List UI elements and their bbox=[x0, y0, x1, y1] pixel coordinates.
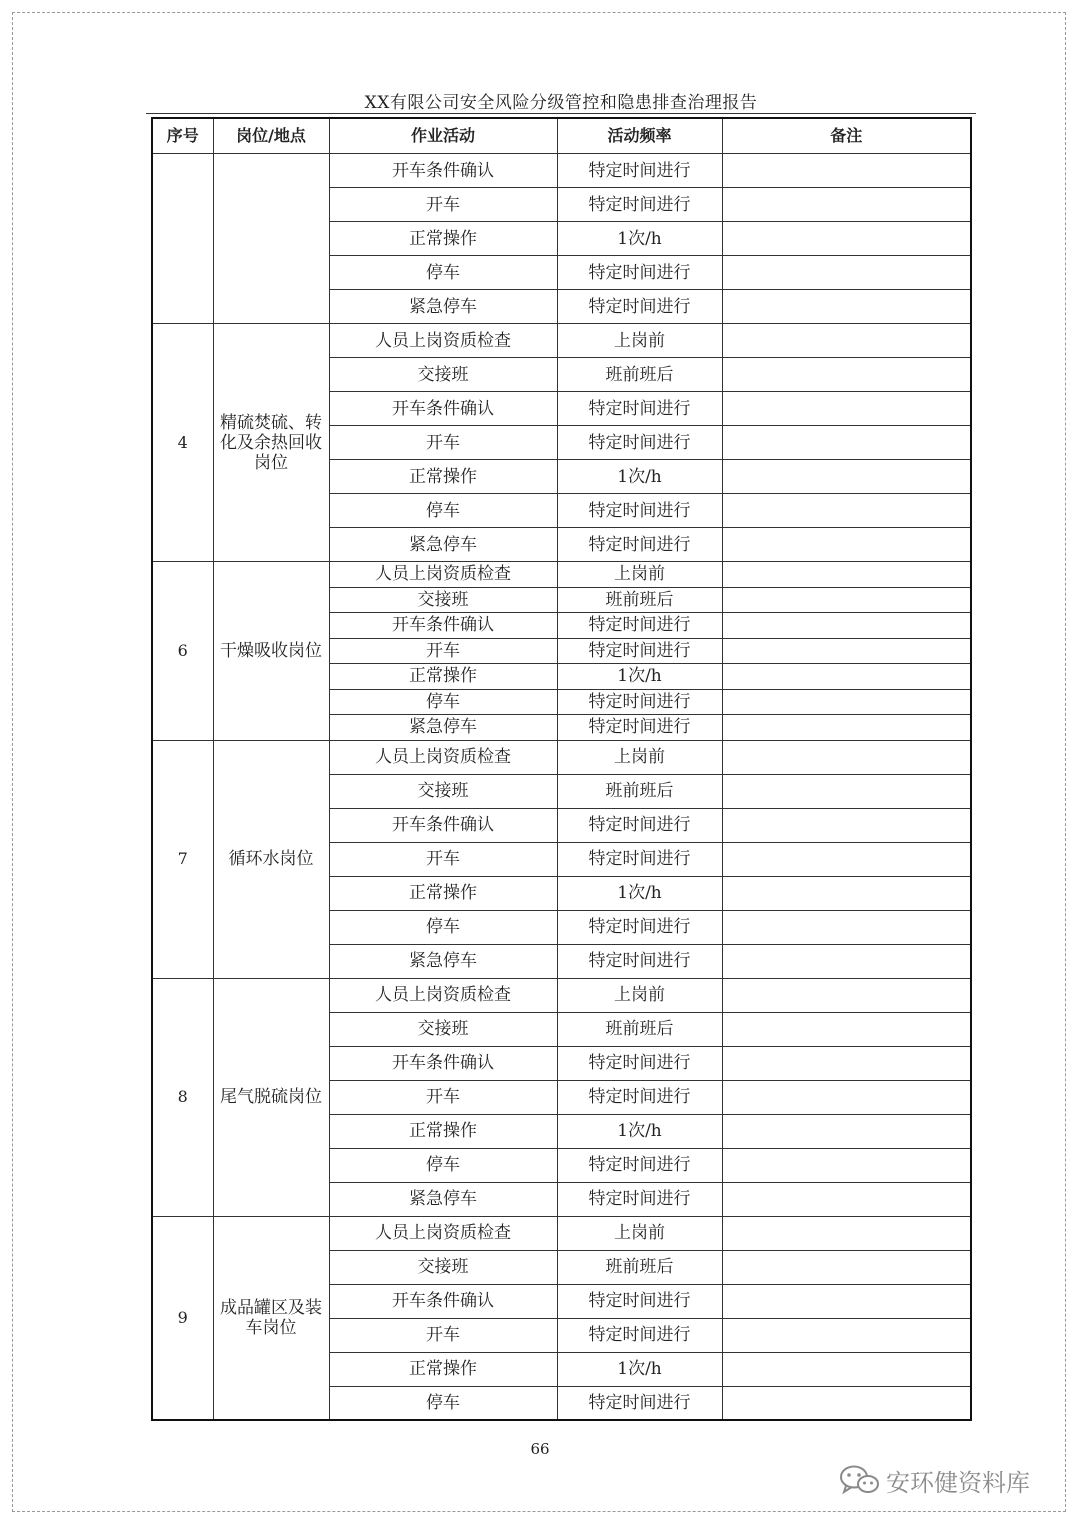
cell-frequency: 特定时间进行 bbox=[557, 1080, 722, 1114]
cell-activity: 开车条件确认 bbox=[329, 1284, 557, 1318]
cell-frequency: 特定时间进行 bbox=[557, 154, 722, 188]
cell-note bbox=[722, 1182, 971, 1216]
cell-note bbox=[722, 222, 971, 256]
cell-frequency: 上岗前 bbox=[557, 978, 722, 1012]
cell-note bbox=[722, 944, 971, 978]
cell-frequency: 特定时间进行 bbox=[557, 689, 722, 715]
cell-frequency: 特定时间进行 bbox=[557, 188, 722, 222]
cell-note bbox=[722, 460, 971, 494]
cell-frequency: 特定时间进行 bbox=[557, 256, 722, 290]
cell-activity: 开车 bbox=[329, 426, 557, 460]
cell-note bbox=[722, 689, 971, 715]
cell-note bbox=[722, 740, 971, 774]
col-header-no: 序号 bbox=[152, 118, 213, 154]
cell-activity: 交接班 bbox=[329, 358, 557, 392]
cell-frequency: 班前班后 bbox=[557, 587, 722, 613]
cell-note bbox=[722, 808, 971, 842]
cell-activity: 开车 bbox=[329, 842, 557, 876]
cell-note bbox=[722, 613, 971, 639]
watermark-text: 安环健资料库 bbox=[886, 1468, 1030, 1497]
col-header-note: 备注 bbox=[722, 118, 971, 154]
table-row bbox=[152, 740, 971, 774]
cell-note bbox=[722, 1216, 971, 1250]
cell-frequency: 特定时间进行 bbox=[557, 910, 722, 944]
cell-frequency: 1次/h bbox=[557, 222, 722, 256]
cell-activity: 人员上岗资质检查 bbox=[329, 978, 557, 1012]
cell-post-location: 成品罐区及装车岗位 bbox=[213, 1216, 329, 1420]
cell-activity: 开车 bbox=[329, 188, 557, 222]
cell-activity: 停车 bbox=[329, 910, 557, 944]
cell-note bbox=[722, 1012, 971, 1046]
cell-note bbox=[722, 664, 971, 690]
cell-activity: 紧急停车 bbox=[329, 290, 557, 324]
cell-note bbox=[722, 154, 971, 188]
cell-note bbox=[722, 1080, 971, 1114]
cell-note bbox=[722, 426, 971, 460]
cell-note bbox=[722, 290, 971, 324]
cell-activity: 正常操作 bbox=[329, 460, 557, 494]
table-row bbox=[152, 324, 971, 358]
cell-activity: 交接班 bbox=[329, 774, 557, 808]
cell-note bbox=[722, 1148, 971, 1182]
cell-serial-no: 7 bbox=[152, 740, 213, 978]
cell-activity: 正常操作 bbox=[329, 222, 557, 256]
cell-note bbox=[722, 715, 971, 741]
cell-frequency: 1次/h bbox=[557, 1114, 722, 1148]
cell-note bbox=[722, 876, 971, 910]
table-row bbox=[152, 562, 971, 588]
cell-frequency: 班前班后 bbox=[557, 1250, 722, 1284]
cell-note bbox=[722, 638, 971, 664]
cell-note bbox=[722, 528, 971, 562]
cell-activity: 人员上岗资质检查 bbox=[329, 1216, 557, 1250]
cell-activity: 停车 bbox=[329, 1386, 557, 1420]
cell-activity: 开车条件确认 bbox=[329, 613, 557, 639]
cell-serial-no: 9 bbox=[152, 1216, 213, 1420]
cell-activity: 交接班 bbox=[329, 587, 557, 613]
cell-frequency: 特定时间进行 bbox=[557, 1046, 722, 1080]
cell-frequency: 特定时间进行 bbox=[557, 944, 722, 978]
cell-frequency: 特定时间进行 bbox=[557, 1148, 722, 1182]
page-number: 66 bbox=[530, 1440, 550, 1458]
risk-activity-table bbox=[151, 117, 972, 1421]
cell-frequency: 特定时间进行 bbox=[557, 426, 722, 460]
cell-note bbox=[722, 587, 971, 613]
cell-note bbox=[722, 1046, 971, 1080]
cell-frequency: 特定时间进行 bbox=[557, 842, 722, 876]
cell-note bbox=[722, 1284, 971, 1318]
cell-frequency: 上岗前 bbox=[557, 740, 722, 774]
document-header: XX有限公司安全风险分级管控和隐患排查治理报告 bbox=[364, 93, 758, 113]
cell-activity: 紧急停车 bbox=[329, 528, 557, 562]
col-header-frequency: 活动频率 bbox=[557, 118, 722, 154]
cell-note bbox=[722, 1318, 971, 1352]
cell-frequency: 特定时间进行 bbox=[557, 638, 722, 664]
cell-note bbox=[722, 358, 971, 392]
cell-note bbox=[722, 1114, 971, 1148]
table-header-row bbox=[152, 118, 971, 154]
cell-activity: 正常操作 bbox=[329, 1352, 557, 1386]
cell-post-location: 干燥吸收岗位 bbox=[213, 562, 329, 741]
cell-activity: 正常操作 bbox=[329, 1114, 557, 1148]
cell-activity: 紧急停车 bbox=[329, 715, 557, 741]
cell-serial-no: 4 bbox=[152, 324, 213, 562]
cell-activity: 交接班 bbox=[329, 1012, 557, 1046]
cell-frequency: 特定时间进行 bbox=[557, 1182, 722, 1216]
cell-activity: 人员上岗资质检查 bbox=[329, 740, 557, 774]
wechat-icon bbox=[838, 1463, 880, 1497]
cell-frequency: 特定时间进行 bbox=[557, 808, 722, 842]
col-header-activity: 作业活动 bbox=[329, 118, 557, 154]
cell-frequency: 上岗前 bbox=[557, 1216, 722, 1250]
cell-activity: 紧急停车 bbox=[329, 1182, 557, 1216]
table-body bbox=[152, 154, 971, 1421]
cell-serial-no: 8 bbox=[152, 978, 213, 1216]
cell-activity: 停车 bbox=[329, 494, 557, 528]
header-rule bbox=[146, 113, 976, 114]
cell-note bbox=[722, 1386, 971, 1420]
cell-post-location: 尾气脱硫岗位 bbox=[213, 978, 329, 1216]
watermark bbox=[838, 1460, 1030, 1500]
cell-frequency: 1次/h bbox=[557, 460, 722, 494]
cell-note bbox=[722, 978, 971, 1012]
table-row bbox=[152, 1216, 971, 1250]
cell-note bbox=[722, 494, 971, 528]
cell-activity: 停车 bbox=[329, 689, 557, 715]
cell-frequency: 特定时间进行 bbox=[557, 290, 722, 324]
cell-serial-no: 6 bbox=[152, 562, 213, 741]
cell-activity: 开车条件确认 bbox=[329, 808, 557, 842]
cell-activity: 紧急停车 bbox=[329, 944, 557, 978]
cell-frequency: 特定时间进行 bbox=[557, 715, 722, 741]
cell-post-location: 精硫焚硫、转化及余热回收岗位 bbox=[213, 324, 329, 562]
cell-activity: 停车 bbox=[329, 1148, 557, 1182]
table-row bbox=[152, 154, 971, 188]
cell-activity: 停车 bbox=[329, 256, 557, 290]
cell-activity: 开车条件确认 bbox=[329, 392, 557, 426]
cell-note bbox=[722, 1250, 971, 1284]
cell-frequency: 1次/h bbox=[557, 876, 722, 910]
cell-post-location bbox=[213, 154, 329, 324]
cell-frequency: 班前班后 bbox=[557, 1012, 722, 1046]
cell-activity: 正常操作 bbox=[329, 876, 557, 910]
cell-frequency: 特定时间进行 bbox=[557, 494, 722, 528]
cell-note bbox=[722, 562, 971, 588]
cell-note bbox=[722, 324, 971, 358]
cell-activity: 正常操作 bbox=[329, 664, 557, 690]
cell-activity: 人员上岗资质检查 bbox=[329, 324, 557, 358]
cell-note bbox=[722, 774, 971, 808]
table-header bbox=[152, 118, 971, 154]
cell-frequency: 班前班后 bbox=[557, 358, 722, 392]
cell-frequency: 特定时间进行 bbox=[557, 1318, 722, 1352]
cell-frequency: 1次/h bbox=[557, 664, 722, 690]
cell-frequency: 上岗前 bbox=[557, 562, 722, 588]
cell-note bbox=[722, 256, 971, 290]
cell-frequency: 特定时间进行 bbox=[557, 528, 722, 562]
cell-frequency: 上岗前 bbox=[557, 324, 722, 358]
table-row bbox=[152, 978, 971, 1012]
cell-frequency: 班前班后 bbox=[557, 774, 722, 808]
cell-activity: 开车条件确认 bbox=[329, 154, 557, 188]
cell-note bbox=[722, 188, 971, 222]
cell-frequency: 特定时间进行 bbox=[557, 392, 722, 426]
cell-note bbox=[722, 910, 971, 944]
cell-frequency: 特定时间进行 bbox=[557, 1386, 722, 1420]
cell-activity: 开车条件确认 bbox=[329, 1046, 557, 1080]
cell-frequency: 1次/h bbox=[557, 1352, 722, 1386]
cell-frequency: 特定时间进行 bbox=[557, 1284, 722, 1318]
cell-serial-no bbox=[152, 154, 213, 324]
cell-note bbox=[722, 1352, 971, 1386]
cell-note bbox=[722, 842, 971, 876]
cell-note bbox=[722, 392, 971, 426]
col-header-post: 岗位/地点 bbox=[213, 118, 329, 154]
cell-activity: 交接班 bbox=[329, 1250, 557, 1284]
cell-post-location: 循环水岗位 bbox=[213, 740, 329, 978]
cell-activity: 开车 bbox=[329, 1080, 557, 1114]
cell-activity: 开车 bbox=[329, 1318, 557, 1352]
cell-frequency: 特定时间进行 bbox=[557, 613, 722, 639]
cell-activity: 开车 bbox=[329, 638, 557, 664]
cell-activity: 人员上岗资质检查 bbox=[329, 562, 557, 588]
